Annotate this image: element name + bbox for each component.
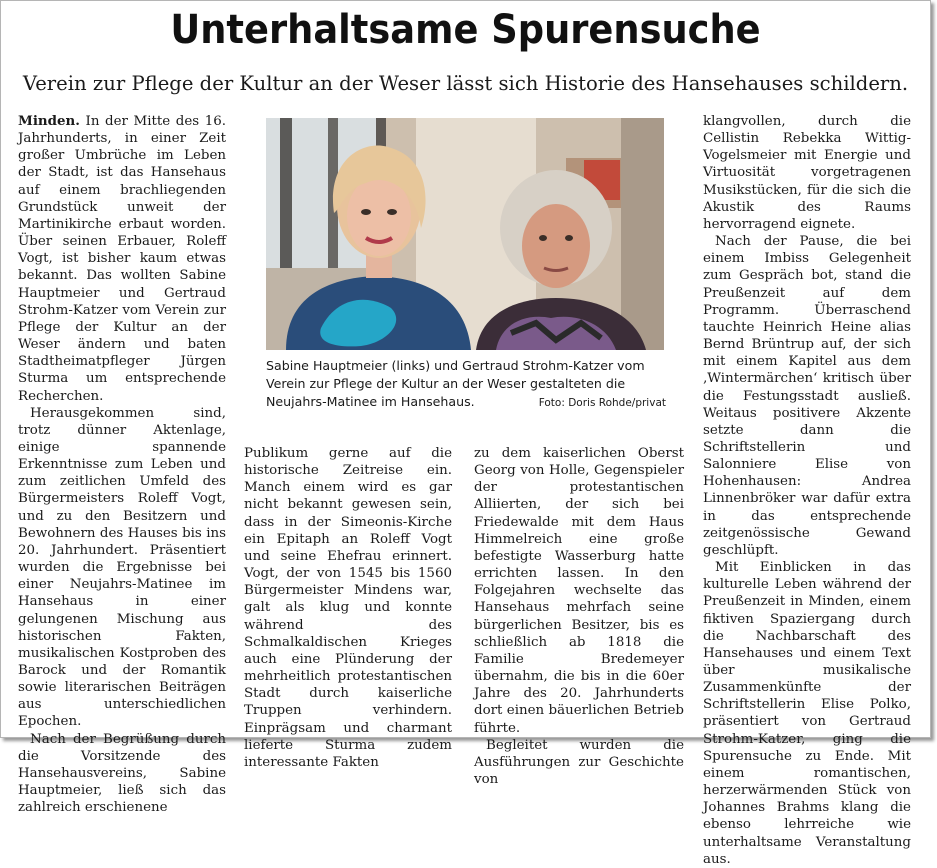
dateline: Minden. [18, 113, 80, 129]
article-paragraph: Nach der Pause, die bei einem Imbiss Gelegenheit zum Gespräch bot, stand die Preußenzeit auf dem Programm. Überraschend tauchte Heinrich Heine alias Bernd Brüntrup auf, der sich mit einem Kapitel aus dem ‚Wintermärchen‘ kritisch über die Festungsstadt ausließ. Weitaus positivere Akzente setzte dann die Schriftstellerin und Salonniere Elise von Hohenhausen: Andrea Linnenbröker war dafür extra in das entsprechende zeitgenössische Gewand geschlüpft. [703, 234, 911, 558]
photo-credit: Foto: Doris Rohde/privat [538, 397, 666, 409]
article-paragraph: Begleitet wurden die Ausführungen zur Geschichte von [474, 737, 684, 787]
subheadline: Verein zur Pflege der Kultur an der Weser lässt sich Historie des Hansehauses schildern. [22, 71, 909, 95]
paragraph-text: In der Mitte des 16. Jahrhunderts, in einer Zeit großer Umbrüche im Leben der Stadt, ist das Hansehaus auf einem brachliegenden Grundstück unweit der Martinikirche erbaut worden. Über seinen Erbauer, Roleff Vogt, ist bisher kaum etwas bekannt. Das wollten Sabine Hauptmeier und Gertraud Strohm-Katzer vom Verein zur Pflege der Kultur an der Weser ändern und baten Stadtheimatpfleger Jürgen Sturma um entsprechende Recherchen. [18, 114, 227, 404]
article-paragraph: Nach der Begrüßung durch die Vorsitzende des Hansehausvereins, Sabine Hauptmeier, ließ sich das zahlreich erschienene [18, 731, 226, 816]
article-column-1 [18, 113, 227, 816]
article-paragraph: zu dem kaiserlichen Oberst Georg von Holle, Gegenspieler der protestantischen Alliierten, der sich bei Friedewalde mit dem Haus Himmelreich eine große befestigte Wasserburg hatte errichten lassen. In den Folgejahren wechselte das Hansehaus mehrfach seine bürgerlichen Besitzer, bis es schließlich ab 1818 die Familie Bredemeyer übernahm, die bis in die 60er Jahre des 20. Jahrhunderts dort einen bäuerlichen Betrieb führte. [474, 446, 684, 736]
article-paragraph: klangvollen, durch die Cellistin Rebekka Wittig-Vogelsmeier mit Energie und Virtuosität vorgetragenen Musikstücken, für die sich die Akustik des Raums hervorragend eignete. [703, 114, 911, 232]
article-column-4 [703, 113, 911, 867]
article-paragraph: Herausgekommen sind, trotz dünner Aktenlage, einige spannende Erkenntnisse zum Leben und zum zeitlichen Umfeld des Bürgermeisters Roleff Vogt, und zu den Besitzern und Bewohnern des Hauses bis ins 20. Jahrhundert. Präsentiert wurden die Ergebnisse bei einer Neujahrs-Matinee im Hansehaus in einer gelungenen Mischung aus historischen Fakten, musikalischen Kostproben des Barock und der Romantik sowie literarischen Beiträgen aus unterschiedlichen Epochen. [18, 405, 226, 730]
photo-caption [266, 357, 666, 412]
article-paragraph: Mit Einblicken in das kulturelle Leben während der Preußenzeit in Minden, einem fiktiven Spaziergang durch die Nachbarschaft des Hansehauses und einem Text über musikalische Zusammenkünfte der Schriftstellerin Elise Polko, präsentiert von Gertraud Strohm-Katzer, ging die Spurensuche zu Ende. Mit einem romantischen, herzerwärmenden Stück von Johannes Brahms klang die ebenso lehrreiche wie unterhaltsame Veranstaltung aus. [703, 560, 911, 867]
article-paragraph: Publikum gerne auf die historische Zeitreise ein. Manch einem wird es gar nicht bekannt gewesen sein, dass in der Simeonis-Kirche ein Epitaph an Roleff Vogt und seine Ehefrau erinnert. Vogt, der von 1545 bis 1560 Bürgermeister Mindens war, galt als klug und konnte während des Schmalkaldischen Krieges auch eine Plünderung der mehrheitlich protestantischen Stadt durch kaiserliche Truppen verhindern. Einprägsam und charmant lieferte Sturma zudem interessante Fakten [244, 446, 452, 770]
article-column-3 [474, 445, 684, 787]
article-paragraph [18, 113, 226, 405]
article-photo [266, 118, 664, 350]
headline: Unterhaltsame Spurensuche [170, 7, 761, 53]
article-column-2 [244, 445, 452, 770]
caption-text: Sabine Hauptmeier (links) und Gertraud Strohm-Katzer vom Verein zur Pflege der Kultur an der Weser gestalteten die Neujahrs-Matinee im Hansehaus. [266, 358, 645, 409]
